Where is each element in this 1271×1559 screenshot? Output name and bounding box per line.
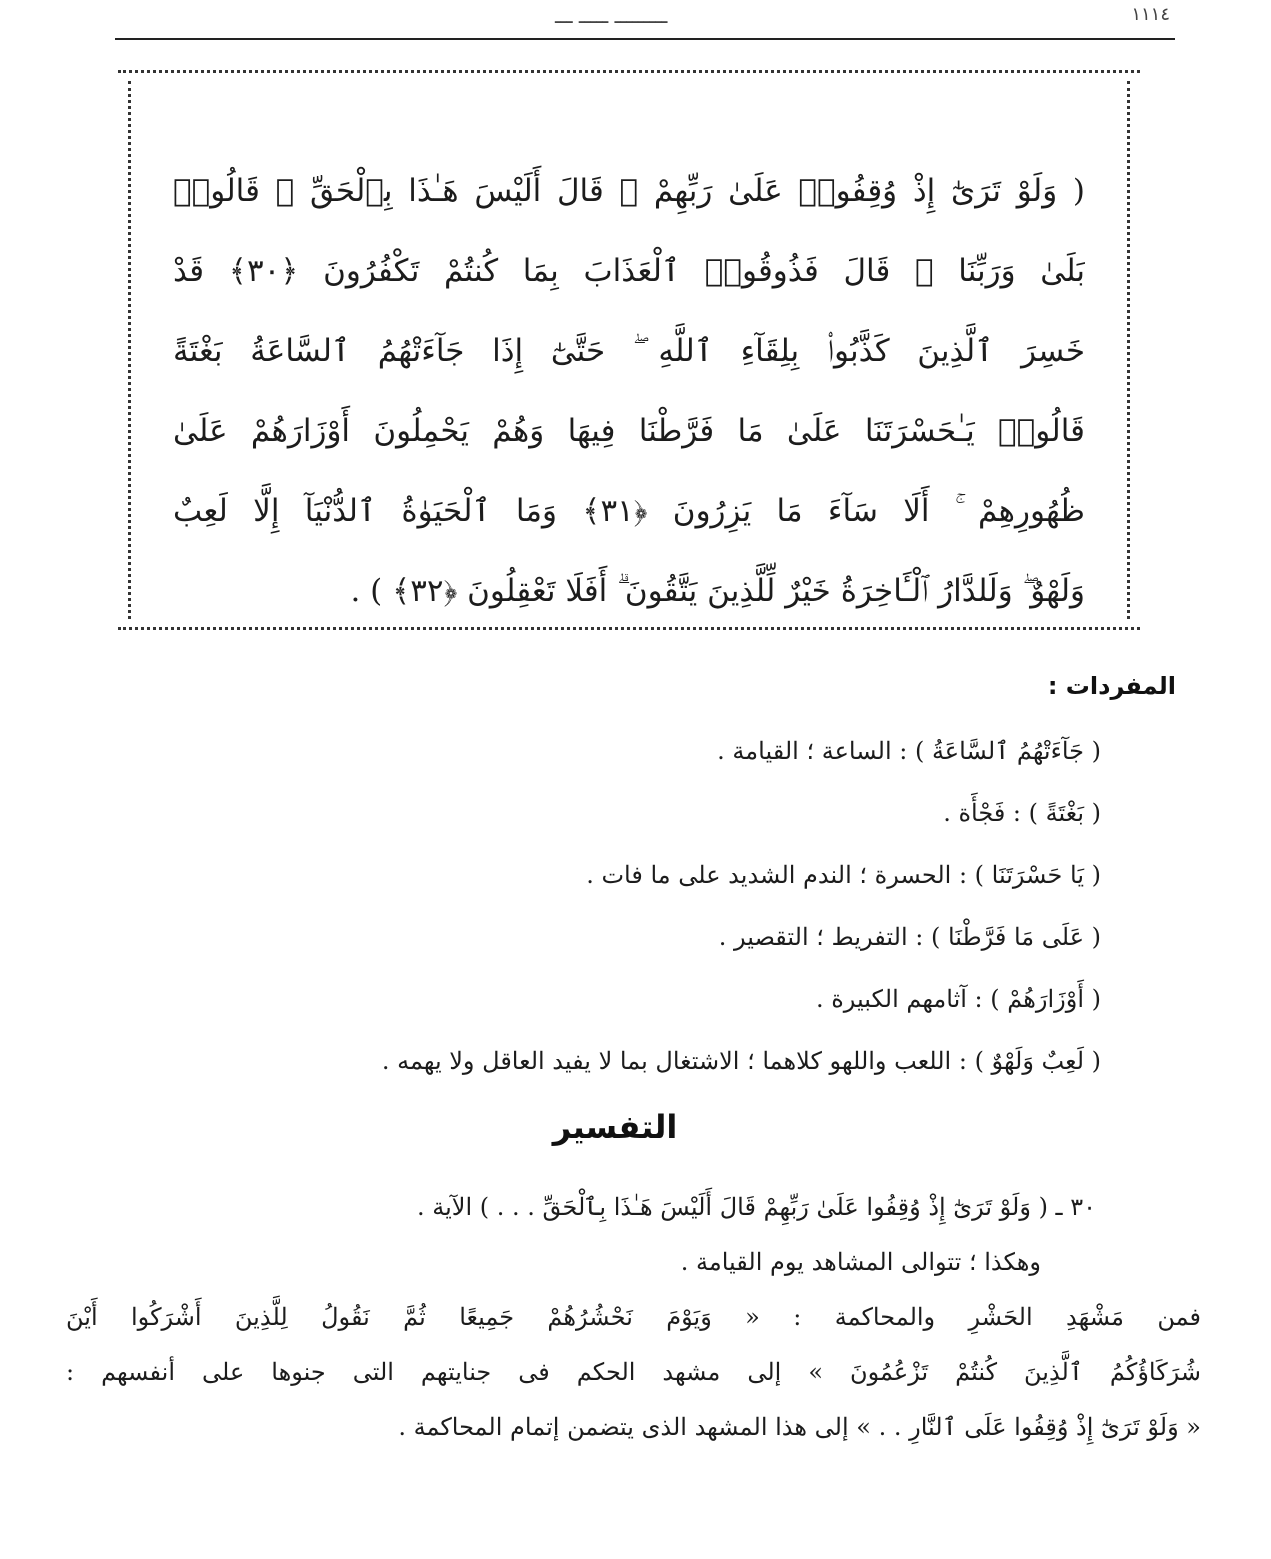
verse-line: بَلَىٰ وَرَبِّنَا ۚ قَالَ فَذُوقُوا۟ ٱلْعَذَابَ بِمَا كُنتُمْ تَكْفُرُونَ ﴿٣٠﴾ قَدْ — [173, 253, 1085, 289]
vocabulary-item: ( أَوْزَارَهُمْ ) : آثامهم الكبيرة . — [815, 985, 1101, 1013]
vocabulary-list — [101, 720, 1101, 1092]
tafsir-heading: التفسير — [552, 1108, 678, 1146]
vocabulary-item: ( جَآءَتْهُمُ ٱلسَّاعَةُ ) : الساعة ؛ القيامة . — [717, 737, 1101, 765]
tafsir-line: فمن مَشْهَدِ الحَشْرِ والمحاكمة : « وَيَوْمَ نَحْشُرُهُمْ جَمِيعًا ثُمَّ نَقُولُ لِلَّذِينَ أَشْرَكُوا أَيْنَ — [66, 1303, 1201, 1331]
tafsir-line: شُرَكَاؤُكُمُ ٱلَّذِينَ كُنتُمْ تَزْعُمُونَ » إلى مشهد الحكم فى جنايتهم التى جنوها على أنفسهم : — [66, 1358, 1201, 1386]
page-number: ١١١٤ — [1131, 4, 1170, 25]
tafsir-line: وهكذا ؛ تتوالى المشاهد يوم القيامة . — [680, 1248, 1041, 1276]
vocabulary-item: ( عَلَى مَا فَرَّطْنَا ) : التفريط ؛ التقصير . — [718, 923, 1101, 951]
verse-line: ( وَلَوْ تَرَىٰٓ إِذْ وُقِفُوا۟ عَلَىٰ رَبِّهِمْ ۚ قَالَ أَلَيْسَ هَـٰذَا بِٱلْحَقِّ ۚ قَالُوا۟ — [173, 173, 1085, 209]
quran-verse-text — [173, 151, 1085, 631]
verse-line: ظُهُورِهِمْ ۚ أَلَا سَآءَ مَا يَزِرُونَ ﴿٣١﴾ وَمَا ٱلْحَيَوٰةُ ٱلدُّنْيَآ إِلَّا لَعِبٌ — [173, 493, 1085, 529]
verse-line: خَسِرَ ٱلَّذِينَ كَذَّبُوا۟ بِلِقَآءِ ٱللَّهِ ۖ حَتَّىٰٓ إِذَا جَآءَتْهُمُ ٱلسَّاعَةُ بَغْتَةً — [173, 333, 1085, 369]
vocabulary-item: ( لَعِبٌ وَلَهْوٌ ) : اللعب واللهو كلاهما ؛ الاشتغال بما لا يفيد العاقل ولا يهمه . — [381, 1047, 1101, 1075]
vocabulary-item: ( بَغْتَةً ) : فَجْأَة . — [943, 799, 1101, 827]
vocabulary-item: ( يَا حَسْرَتَنَا ) : الحسرة ؛ الندم الشديد على ما فات . — [586, 861, 1101, 889]
verse-line: قَالُوا۟ يَـٰحَسْرَتَنَا عَلَىٰ مَا فَرَّطْنَا فِيهَا وَهُمْ يَحْمِلُونَ أَوْزَارَهُمْ عَلَىٰ — [173, 413, 1085, 449]
verse-line: وَلَهْوٌ ۖ وَلَلدَّارُ ٱلْـَٔاخِرَةُ خَيْرٌ لِّلَّذِينَ يَتَّقُونَ ۗ أَفَلَا تَعْقِلُونَ ﴿٣٢﴾ ) . — [350, 573, 1085, 609]
vocabulary-heading: المفردات : — [1047, 672, 1176, 700]
tafsir-line: « وَلَوْ تَرَىٰٓ إِذْ وُقِفُوا عَلَى ٱلنَّارِ . . » إلى هذا المشهد الذى يتضمن إتمام المحاكمة . — [398, 1413, 1201, 1441]
page-header — [110, 0, 1170, 38]
tafsir-line: ٣٠ ـ ( وَلَوْ تَرَىٰٓ إِذْ وُقِفُوا عَلَىٰ رَبِّهِمْ قَالَ أَلَيْسَ هَـٰذَا بِٱلْحَقِّ . . . ) الآية . — [416, 1193, 1096, 1221]
running-title: ـــــــــ ـــــ ـــ — [555, 4, 668, 28]
quran-verse-frame — [118, 70, 1140, 630]
header-rule — [115, 38, 1175, 40]
tafsir-body — [66, 1180, 1201, 1455]
